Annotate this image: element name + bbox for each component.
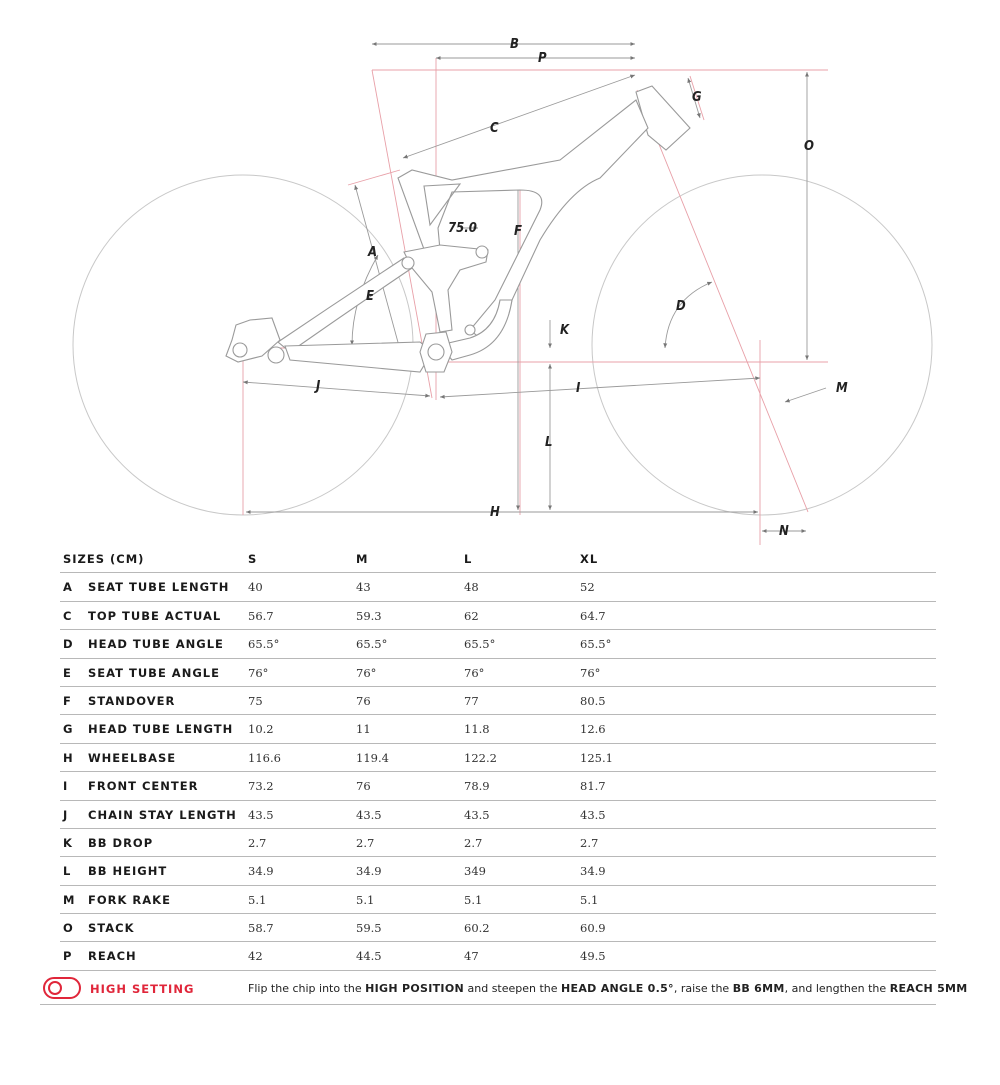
high-setting-row (40, 974, 968, 1005)
row-value-m: 2.7 (356, 835, 375, 850)
row-value-s: 56.7 (248, 608, 274, 623)
dimension-lines (243, 44, 826, 531)
row-label: TOP TUBE ACTUAL (88, 608, 222, 623)
row-value-xl: 65.5° (580, 637, 612, 652)
row-label: SEAT TUBE ANGLE (88, 665, 220, 680)
row-value-l: 5.1 (464, 892, 483, 907)
row-value-s: 10.2 (248, 722, 274, 737)
row-value-xl: 76° (580, 665, 601, 680)
dim-label-d: D (676, 299, 686, 314)
dimension-letters (314, 37, 848, 539)
high-setting-note: Flip the chip into the HIGH POSITION and steepen the HEAD ANGLE 0.5°, raise the BB 6MM, and lengthen the REACH 5MM (248, 982, 968, 995)
table-row (60, 573, 936, 601)
row-label: CHAIN STAY LENGTH (88, 807, 237, 822)
row-value-s: 40 (248, 580, 263, 595)
table-row (60, 715, 936, 743)
row-label: STACK (88, 921, 135, 936)
row-value-l: 11.8 (464, 722, 490, 737)
row-code: K (63, 835, 73, 850)
size-l-header: L (464, 552, 473, 566)
table-row (60, 942, 936, 970)
row-label: BB HEIGHT (88, 864, 168, 879)
row-value-xl: 34.9 (580, 864, 606, 879)
row-value-s: 73.2 (248, 779, 274, 794)
row-value-m: 76 (356, 693, 371, 708)
row-value-xl: 52 (580, 580, 595, 595)
row-value-s: 58.7 (248, 921, 274, 936)
row-value-l: 47 (464, 949, 479, 964)
row-value-m: 119.4 (356, 750, 389, 765)
row-code: O (63, 921, 74, 936)
high-setting-label: HIGH SETTING (90, 982, 195, 996)
row-code: C (63, 608, 73, 623)
dim-label-f: F (514, 224, 522, 239)
row-code: G (63, 722, 74, 737)
row-value-l: 77 (464, 693, 479, 708)
row-value-m: 5.1 (356, 892, 375, 907)
row-value-s: 5.1 (248, 892, 267, 907)
high-setting-toggle-icon (43, 977, 81, 999)
row-value-s: 42 (248, 949, 263, 964)
row-label: STANDOVER (88, 693, 176, 708)
row-value-s: 2.7 (248, 835, 267, 850)
dim-label-a: A (368, 245, 378, 260)
table-row (60, 772, 936, 800)
table-row (60, 602, 936, 630)
row-code: E (63, 665, 72, 680)
row-value-m: 76 (356, 779, 371, 794)
size-xl-header: XL (580, 552, 599, 566)
row-value-m: 44.5 (356, 949, 382, 964)
dim-label-j: J (316, 379, 321, 394)
row-code: A (63, 580, 73, 595)
row-value-s: 116.6 (248, 750, 281, 765)
row-value-s: 43.5 (248, 807, 274, 822)
dim-label-m: M (836, 381, 848, 396)
row-label: REACH (88, 949, 137, 964)
row-value-l: 43.5 (464, 807, 490, 822)
row-code: L (63, 864, 72, 879)
row-value-m: 43 (356, 580, 371, 595)
dim-label-k: K (560, 323, 570, 338)
row-value-l: 60.2 (464, 921, 490, 936)
row-value-l: 48 (464, 580, 479, 595)
row-value-l: 2.7 (464, 835, 483, 850)
table-row (60, 630, 936, 658)
row-label: HEAD TUBE ANGLE (88, 637, 224, 652)
dim-label-h: H (490, 505, 500, 520)
table-row (60, 687, 936, 715)
guide-lines (230, 58, 828, 545)
row-label: BB DROP (88, 835, 154, 850)
toggle-knob (48, 981, 62, 995)
row-value-xl: 60.9 (580, 921, 606, 936)
seat-angle-readout: 75.0 (448, 221, 477, 236)
row-code: J (63, 807, 69, 822)
row-value-l: 349 (464, 864, 486, 879)
row-value-xl: 43.5 (580, 807, 606, 822)
row-label: FORK RAKE (88, 892, 171, 907)
row-code: P (63, 949, 73, 964)
table-row (60, 886, 936, 914)
row-value-xl: 80.5 (580, 693, 606, 708)
row-code: I (63, 779, 69, 794)
row-value-l: 65.5° (464, 637, 496, 652)
row-value-m: 65.5° (356, 637, 388, 652)
row-value-s: 76° (248, 665, 269, 680)
dim-label-p: P (538, 51, 547, 66)
dim-label-i: I (576, 381, 581, 396)
row-value-l: 76° (464, 665, 485, 680)
table-row (60, 914, 936, 942)
row-value-l: 78.9 (464, 779, 490, 794)
row-value-xl: 49.5 (580, 949, 606, 964)
table-row (60, 857, 936, 885)
row-label: WHEELBASE (88, 750, 177, 765)
table-row (60, 829, 936, 857)
row-label: SEAT TUBE LENGTH (88, 580, 230, 595)
row-value-s: 75 (248, 693, 263, 708)
front-wheel (592, 175, 932, 515)
row-value-m: 43.5 (356, 807, 382, 822)
row-value-m: 11 (356, 722, 371, 737)
row-value-m: 59.3 (356, 608, 382, 623)
table-row (60, 801, 936, 829)
row-value-xl: 81.7 (580, 779, 606, 794)
row-code: M (63, 892, 76, 907)
size-s-header: S (248, 552, 258, 566)
row-value-s: 34.9 (248, 864, 274, 879)
geometry-table (60, 545, 936, 971)
dim-label-g: G (692, 90, 702, 105)
row-value-xl: 2.7 (580, 835, 599, 850)
dim-label-n: N (779, 524, 789, 539)
row-value-m: 59.5 (356, 921, 382, 936)
row-label: HEAD TUBE LENGTH (88, 722, 234, 737)
size-m-header: M (356, 552, 369, 566)
sizes-header: SIZES (CM) (63, 552, 145, 566)
dim-label-l: L (545, 435, 553, 450)
row-value-l: 122.2 (464, 750, 497, 765)
table-row (60, 744, 936, 772)
dim-label-c: C (490, 121, 499, 136)
dim-label-e: E (366, 289, 374, 304)
row-code: F (63, 693, 72, 708)
row-code: H (63, 750, 74, 765)
row-value-m: 34.9 (356, 864, 382, 879)
row-value-s: 65.5° (248, 637, 280, 652)
row-value-xl: 64.7 (580, 608, 606, 623)
table-header (60, 545, 936, 573)
row-value-xl: 5.1 (580, 892, 599, 907)
row-value-l: 62 (464, 608, 479, 623)
row-value-m: 76° (356, 665, 377, 680)
table-row (60, 659, 936, 687)
row-code: D (63, 637, 74, 652)
row-label: FRONT CENTER (88, 779, 199, 794)
dim-label-o: O (804, 139, 814, 154)
row-value-xl: 12.6 (580, 722, 606, 737)
row-value-xl: 125.1 (580, 750, 613, 765)
dim-label-b: B (510, 37, 519, 52)
